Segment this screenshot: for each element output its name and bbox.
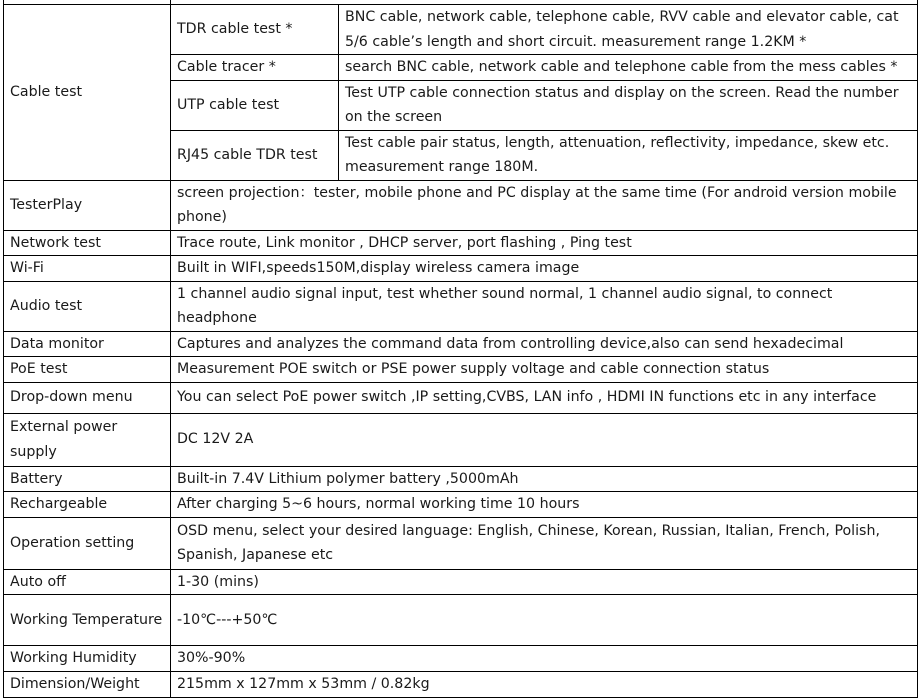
- table-row: [4, 5, 918, 55]
- feature-desc: 30%-90%: [171, 646, 918, 672]
- sub-feature-name: RJ45 cable TDR test: [171, 130, 339, 180]
- feature-name: TesterPlay: [4, 180, 171, 230]
- sub-feature-name: TDR cable test *: [171, 5, 339, 55]
- table-row: [4, 256, 918, 282]
- feature-desc: 1 channel audio signal input, test whether sound normal, 1 channel audio signal, to connect headphone: [171, 281, 918, 331]
- table-row: [4, 466, 918, 492]
- feature-desc: screen projection：tester, mobile phone and PC display at the same time (For android version mobile phone): [171, 180, 918, 230]
- sub-feature-desc: search BNC cable, network cable and telephone cable from the mess cables *: [339, 55, 918, 81]
- sub-feature-desc: BNC cable, network cable, telephone cable, RVV cable and elevator cable, cat 5/6 cable’s length and short circuit. measurement range 1.2KM *: [339, 5, 918, 55]
- table-row: [4, 646, 918, 672]
- table-row: [4, 517, 918, 569]
- feature-name: Battery: [4, 466, 171, 492]
- feature-desc: Captures and analyzes the command data from controlling device,also can send hexadecimal: [171, 331, 918, 357]
- feature-name: Audio test: [4, 281, 171, 331]
- feature-desc: OSD menu, select your desired language: English, Chinese, Korean, Russian, Italian, French, Polish, Spanish, Japanese etc: [171, 517, 918, 569]
- sub-feature-desc: Test UTP cable connection status and display on the screen. Read the number on the screen: [339, 80, 918, 130]
- feature-name: Data monitor: [4, 331, 171, 357]
- cable-test-label: Cable test: [4, 5, 171, 181]
- table-row: [4, 382, 918, 413]
- table-row: [4, 281, 918, 331]
- table-row: [4, 569, 918, 595]
- feature-desc: -10℃---+50℃: [171, 595, 918, 646]
- feature-name: Network test: [4, 230, 171, 256]
- feature-name: Wi-Fi: [4, 256, 171, 282]
- feature-name: Working Temperature: [4, 595, 171, 646]
- feature-desc: Built in WIFI,speeds150M,display wireless camera image: [171, 256, 918, 282]
- spec-table: [3, 0, 918, 698]
- table-row: [4, 672, 918, 698]
- feature-name: Operation setting: [4, 517, 171, 569]
- feature-name: PoE test: [4, 357, 171, 383]
- feature-desc: Measurement POE switch or PSE power supply voltage and cable connection status: [171, 357, 918, 383]
- table-row: [4, 492, 918, 518]
- feature-name: Working Humidity: [4, 646, 171, 672]
- feature-desc: After charging 5~6 hours, normal working time 10 hours: [171, 492, 918, 518]
- feature-name: Drop-down menu: [4, 382, 171, 413]
- feature-desc: Trace route, Link monitor , DHCP server, port flashing , Ping test: [171, 230, 918, 256]
- feature-name: Dimension/Weight: [4, 672, 171, 698]
- feature-desc: DC 12V 2A: [171, 413, 918, 466]
- table-row: [4, 595, 918, 646]
- feature-name: Rechargeable: [4, 492, 171, 518]
- feature-desc: You can select PoE power switch ,IP setting,CVBS, LAN info , HDMI IN functions etc in any interface: [171, 382, 918, 413]
- feature-desc: Built-in 7.4V Lithium polymer battery ,5000mAh: [171, 466, 918, 492]
- table-row: [4, 180, 918, 230]
- feature-desc: 215mm x 127mm x 53mm / 0.82kg: [171, 672, 918, 698]
- feature-name: External power supply: [4, 413, 171, 466]
- sub-feature-desc: Test cable pair status, length, attenuation, reflectivity, impedance, skew etc. measurement range 180M.: [339, 130, 918, 180]
- sub-feature-name: UTP cable test: [171, 80, 339, 130]
- feature-name: Auto off: [4, 569, 171, 595]
- sub-feature-name: Cable tracer *: [171, 55, 339, 81]
- feature-desc: 1-30 (mins): [171, 569, 918, 595]
- table-row: [4, 331, 918, 357]
- table-row: [4, 357, 918, 383]
- table-row: [4, 230, 918, 256]
- table-row: [4, 413, 918, 466]
